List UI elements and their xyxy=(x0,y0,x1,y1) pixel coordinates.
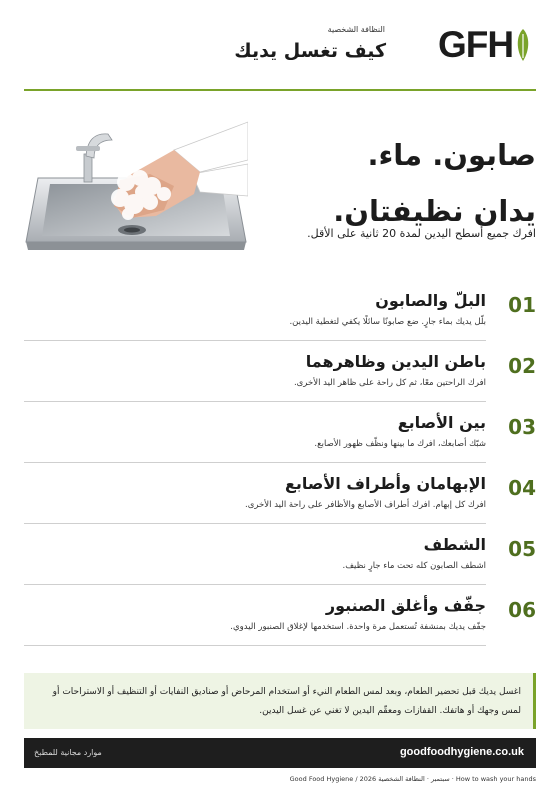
page-title: كيف تغسل يديك xyxy=(234,40,386,62)
leaf-icon xyxy=(515,28,531,62)
step-number: 06 xyxy=(508,598,536,622)
step-description: اشطف الصابون كله تحت ماء جارٍ نظيف. xyxy=(342,561,486,571)
hero-headline-line2: يدان نظيفتان. xyxy=(333,194,536,228)
sink-handwashing-illustration xyxy=(24,120,248,268)
step-divider xyxy=(24,523,486,524)
website-link[interactable]: goodfoodhygiene.co.uk xyxy=(399,746,524,758)
page-credit: Good Food Hygiene / 2026 سبتمبر · النظافة الشخصية · How to wash your hands xyxy=(289,775,536,783)
step-item xyxy=(24,342,536,402)
logo-text: GFH xyxy=(438,24,514,65)
step-description: جفّف يديك بمنشفة تُستعمل مرة واحدة. استخدمها لإغلاق الصنبور اليدوي. xyxy=(230,622,486,632)
step-number: 03 xyxy=(508,415,536,439)
step-title: بين الأصابع xyxy=(397,413,486,432)
step-number: 01 xyxy=(508,293,536,317)
step-number: 04 xyxy=(508,476,536,500)
step-divider xyxy=(24,645,486,646)
step-divider xyxy=(24,584,486,585)
hero-subtitle: افرك جميع أسطح اليدين لمدة 20 ثانية على الأقل. xyxy=(307,227,536,240)
hero-headline-line1: صابون. ماء. xyxy=(367,138,536,172)
step-description: افرك الراحتين معًا، ثم كل راحة على ظاهر اليد الأخرى. xyxy=(293,378,486,388)
step-title: البلّ والصابون xyxy=(375,291,486,310)
step-divider xyxy=(24,340,486,341)
step-description: بلّل يديك بماء جارٍ. ضع صابونًا سائلًا يكفي لتغطية اليدين. xyxy=(289,317,486,327)
gfh-logo xyxy=(438,26,531,63)
step-item xyxy=(24,281,536,341)
step-item xyxy=(24,464,536,524)
reminder-text: اغسل يديك قبل تحضير الطعام، وبعد لمس الطعام النيء أو استخدام المرحاض أو صناديق النفايات أو التنظيف أو الاستراحات أو لمس وجهك أو هاتفك. القفازات ومعقّم اليدين لا تغني عن غسل اليدين. xyxy=(52,687,521,716)
step-item xyxy=(24,525,536,585)
handwashing-reminder-box xyxy=(24,673,536,729)
step-divider xyxy=(24,401,486,402)
step-item xyxy=(24,586,536,646)
step-description: شبّك أصابعك، افرك ما بينها ونظّف ظهور الأصابع. xyxy=(314,439,486,449)
header-divider xyxy=(24,89,536,91)
step-title: الإبهامان وأطراف الأصابع xyxy=(284,474,486,493)
step-title: الشطف xyxy=(423,535,486,554)
step-divider xyxy=(24,462,486,463)
step-item xyxy=(24,403,536,463)
step-number: 02 xyxy=(508,354,536,378)
category-label: النظافة الشخصية xyxy=(327,25,385,34)
footer-bar xyxy=(24,738,536,768)
step-title: جفّف وأغلق الصنبور xyxy=(325,596,486,615)
step-title: باطن اليدين وظاهرهما xyxy=(305,352,486,371)
footer-note: موارد مجانية للمطبخ xyxy=(34,748,102,757)
step-description: افرك كل إبهام. افرك أطراف الأصابع والأظافر على راحة اليد الأخرى. xyxy=(245,500,486,510)
step-number: 05 xyxy=(508,537,536,561)
